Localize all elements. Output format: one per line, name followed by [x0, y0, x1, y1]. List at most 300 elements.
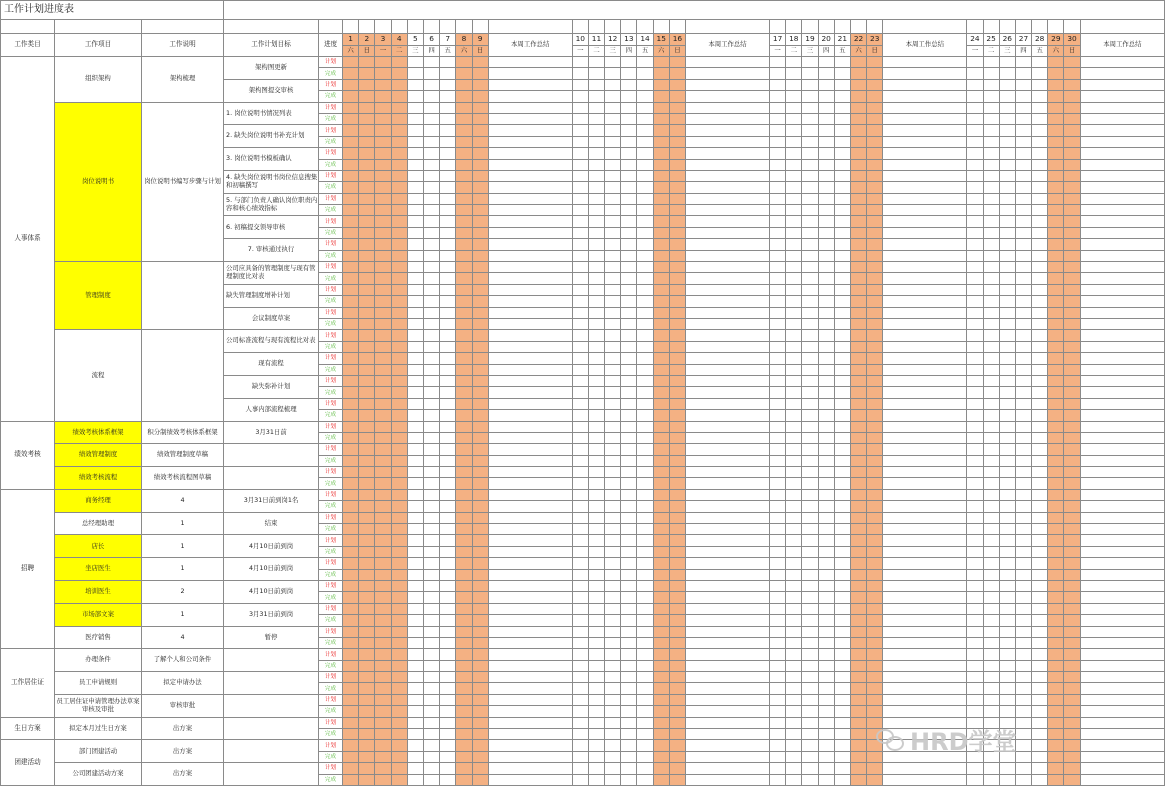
day-cell[interactable]: [1015, 239, 1031, 250]
day-cell[interactable]: [588, 113, 604, 124]
day-cell[interactable]: [375, 580, 391, 591]
day-cell[interactable]: [343, 660, 359, 671]
day-cell[interactable]: [1032, 307, 1048, 318]
day-cell[interactable]: [867, 569, 883, 580]
day-cell[interactable]: [359, 455, 375, 466]
day-cell[interactable]: [343, 125, 359, 136]
day-cell[interactable]: [802, 546, 818, 557]
summary-cell[interactable]: [883, 774, 967, 785]
day-cell[interactable]: [423, 694, 439, 705]
summary-cell[interactable]: [488, 683, 572, 694]
day-cell[interactable]: [391, 398, 407, 409]
day-cell[interactable]: [440, 615, 456, 626]
day-cell[interactable]: [1048, 421, 1064, 432]
day-cell[interactable]: [588, 353, 604, 364]
day-cell[interactable]: [1064, 330, 1080, 341]
day-cell[interactable]: [359, 774, 375, 785]
summary-cell[interactable]: [686, 603, 770, 614]
day-cell[interactable]: [621, 512, 637, 523]
day-cell[interactable]: [621, 148, 637, 159]
day-cell[interactable]: [391, 102, 407, 113]
day-cell[interactable]: [407, 535, 423, 546]
day-cell[interactable]: [818, 148, 834, 159]
day-cell[interactable]: [1048, 57, 1064, 68]
day-cell[interactable]: [621, 182, 637, 193]
summary-cell[interactable]: [686, 717, 770, 728]
day-cell[interactable]: [1048, 478, 1064, 489]
day-cell[interactable]: [391, 524, 407, 535]
day-cell[interactable]: [391, 262, 407, 273]
summary-cell[interactable]: [686, 729, 770, 740]
day-cell[interactable]: [834, 421, 850, 432]
day-cell[interactable]: [1048, 512, 1064, 523]
summary-cell[interactable]: [883, 296, 967, 307]
day-cell[interactable]: [621, 227, 637, 238]
summary-cell[interactable]: [1080, 159, 1164, 170]
day-cell[interactable]: [637, 478, 653, 489]
day-cell[interactable]: [1015, 683, 1031, 694]
day-cell[interactable]: [375, 649, 391, 660]
day-cell[interactable]: [867, 170, 883, 181]
day-cell[interactable]: [770, 569, 786, 580]
day-cell[interactable]: [572, 558, 588, 569]
day-cell[interactable]: [588, 524, 604, 535]
day-cell[interactable]: [653, 706, 669, 717]
day-cell[interactable]: [1064, 569, 1080, 580]
day-cell[interactable]: [1015, 421, 1031, 432]
day-cell[interactable]: [423, 296, 439, 307]
day-cell[interactable]: [1048, 763, 1064, 774]
summary-cell[interactable]: [686, 546, 770, 557]
day-cell[interactable]: [572, 375, 588, 386]
day-cell[interactable]: [423, 672, 439, 683]
summary-cell[interactable]: [686, 353, 770, 364]
day-cell[interactable]: [1032, 774, 1048, 785]
day-cell[interactable]: [407, 136, 423, 147]
day-cell[interactable]: [605, 694, 621, 705]
day-cell[interactable]: [1048, 660, 1064, 671]
day-cell[interactable]: [637, 694, 653, 705]
day-cell[interactable]: [669, 615, 685, 626]
summary-cell[interactable]: [883, 364, 967, 375]
day-cell[interactable]: [867, 524, 883, 535]
day-cell[interactable]: [605, 148, 621, 159]
day-cell[interactable]: [786, 410, 802, 421]
day-cell[interactable]: [786, 227, 802, 238]
day-cell[interactable]: [605, 262, 621, 273]
day-cell[interactable]: [605, 273, 621, 284]
day-cell[interactable]: [1064, 763, 1080, 774]
day-cell[interactable]: [423, 68, 439, 79]
day-cell[interactable]: [850, 318, 866, 329]
day-cell[interactable]: [1015, 227, 1031, 238]
day-cell[interactable]: [1064, 227, 1080, 238]
day-cell[interactable]: [1064, 410, 1080, 421]
day-cell[interactable]: [983, 592, 999, 603]
day-cell[interactable]: [472, 273, 488, 284]
day-cell[interactable]: [472, 170, 488, 181]
day-cell[interactable]: [1064, 603, 1080, 614]
day-cell[interactable]: [423, 535, 439, 546]
day-cell[interactable]: [786, 580, 802, 591]
day-cell[interactable]: [786, 774, 802, 785]
day-cell[interactable]: [572, 102, 588, 113]
day-cell[interactable]: [770, 455, 786, 466]
summary-cell[interactable]: [686, 637, 770, 648]
day-cell[interactable]: [621, 467, 637, 478]
summary-cell[interactable]: [883, 205, 967, 216]
day-cell[interactable]: [1032, 250, 1048, 261]
day-cell[interactable]: [407, 330, 423, 341]
summary-cell[interactable]: [883, 284, 967, 295]
day-cell[interactable]: [653, 569, 669, 580]
day-cell[interactable]: [1015, 410, 1031, 421]
day-cell[interactable]: [669, 273, 685, 284]
day-cell[interactable]: [1032, 125, 1048, 136]
day-cell[interactable]: [407, 262, 423, 273]
day-cell[interactable]: [572, 592, 588, 603]
summary-cell[interactable]: [488, 102, 572, 113]
day-cell[interactable]: [1064, 740, 1080, 751]
day-cell[interactable]: [572, 136, 588, 147]
day-cell[interactable]: [802, 284, 818, 295]
day-cell[interactable]: [588, 125, 604, 136]
day-cell[interactable]: [867, 68, 883, 79]
day-cell[interactable]: [359, 558, 375, 569]
day-cell[interactable]: [867, 182, 883, 193]
day-cell[interactable]: [802, 113, 818, 124]
day-cell[interactable]: [572, 318, 588, 329]
day-cell[interactable]: [669, 239, 685, 250]
day-cell[interactable]: [359, 341, 375, 352]
day-cell[interactable]: [653, 626, 669, 637]
day-cell[interactable]: [391, 170, 407, 181]
day-cell[interactable]: [1064, 717, 1080, 728]
summary-cell[interactable]: [488, 57, 572, 68]
day-cell[interactable]: [440, 193, 456, 204]
day-cell[interactable]: [1015, 216, 1031, 227]
day-cell[interactable]: [653, 330, 669, 341]
day-cell[interactable]: [391, 296, 407, 307]
day-cell[interactable]: [343, 524, 359, 535]
summary-cell[interactable]: [686, 432, 770, 443]
summary-cell[interactable]: [686, 170, 770, 181]
day-cell[interactable]: [669, 364, 685, 375]
day-cell[interactable]: [621, 626, 637, 637]
day-cell[interactable]: [1032, 649, 1048, 660]
day-cell[interactable]: [1048, 205, 1064, 216]
day-cell[interactable]: [391, 455, 407, 466]
day-cell[interactable]: [1064, 694, 1080, 705]
day-cell[interactable]: [423, 250, 439, 261]
day-cell[interactable]: [1015, 205, 1031, 216]
day-cell[interactable]: [572, 694, 588, 705]
day-cell[interactable]: [423, 57, 439, 68]
day-cell[interactable]: [1048, 239, 1064, 250]
day-cell[interactable]: [375, 421, 391, 432]
summary-cell[interactable]: [1080, 524, 1164, 535]
day-cell[interactable]: [423, 626, 439, 637]
day-cell[interactable]: [999, 774, 1015, 785]
day-cell[interactable]: [834, 284, 850, 295]
day-cell[interactable]: [637, 672, 653, 683]
summary-cell[interactable]: [488, 159, 572, 170]
summary-cell[interactable]: [488, 694, 572, 705]
day-cell[interactable]: [1015, 341, 1031, 352]
day-cell[interactable]: [407, 729, 423, 740]
day-cell[interactable]: [786, 159, 802, 170]
day-cell[interactable]: [669, 740, 685, 751]
day-cell[interactable]: [850, 113, 866, 124]
day-cell[interactable]: [1048, 148, 1064, 159]
day-cell[interactable]: [818, 694, 834, 705]
day-cell[interactable]: [967, 125, 983, 136]
day-cell[interactable]: [818, 763, 834, 774]
day-cell[interactable]: [588, 318, 604, 329]
day-cell[interactable]: [1064, 455, 1080, 466]
day-cell[interactable]: [786, 467, 802, 478]
day-cell[interactable]: [588, 227, 604, 238]
day-cell[interactable]: [375, 444, 391, 455]
day-cell[interactable]: [456, 432, 472, 443]
day-cell[interactable]: [867, 421, 883, 432]
day-cell[interactable]: [407, 284, 423, 295]
day-cell[interactable]: [472, 296, 488, 307]
day-cell[interactable]: [999, 580, 1015, 591]
day-cell[interactable]: [967, 672, 983, 683]
day-cell[interactable]: [1048, 694, 1064, 705]
day-cell[interactable]: [834, 774, 850, 785]
day-cell[interactable]: [770, 262, 786, 273]
summary-cell[interactable]: [1080, 717, 1164, 728]
summary-cell[interactable]: [883, 307, 967, 318]
day-cell[interactable]: [818, 489, 834, 500]
day-cell[interactable]: [456, 512, 472, 523]
day-cell[interactable]: [1048, 672, 1064, 683]
summary-cell[interactable]: [686, 364, 770, 375]
day-cell[interactable]: [343, 717, 359, 728]
day-cell[interactable]: [818, 535, 834, 546]
day-cell[interactable]: [983, 774, 999, 785]
day-cell[interactable]: [653, 68, 669, 79]
summary-cell[interactable]: [488, 729, 572, 740]
day-cell[interactable]: [1064, 637, 1080, 648]
day-cell[interactable]: [343, 637, 359, 648]
day-cell[interactable]: [1064, 57, 1080, 68]
day-cell[interactable]: [440, 763, 456, 774]
day-cell[interactable]: [967, 740, 983, 751]
day-cell[interactable]: [834, 273, 850, 284]
day-cell[interactable]: [1064, 193, 1080, 204]
day-cell[interactable]: [1032, 751, 1048, 762]
day-cell[interactable]: [605, 774, 621, 785]
summary-cell[interactable]: [488, 227, 572, 238]
day-cell[interactable]: [770, 148, 786, 159]
day-cell[interactable]: [867, 729, 883, 740]
day-cell[interactable]: [1064, 729, 1080, 740]
day-cell[interactable]: [834, 660, 850, 671]
day-cell[interactable]: [440, 524, 456, 535]
day-cell[interactable]: [343, 148, 359, 159]
summary-cell[interactable]: [488, 524, 572, 535]
day-cell[interactable]: [786, 592, 802, 603]
summary-cell[interactable]: [1080, 296, 1164, 307]
day-cell[interactable]: [621, 729, 637, 740]
day-cell[interactable]: [637, 467, 653, 478]
day-cell[interactable]: [621, 603, 637, 614]
day-cell[interactable]: [786, 91, 802, 102]
day-cell[interactable]: [637, 535, 653, 546]
day-cell[interactable]: [653, 296, 669, 307]
day-cell[interactable]: [770, 444, 786, 455]
day-cell[interactable]: [770, 375, 786, 386]
day-cell[interactable]: [375, 273, 391, 284]
day-cell[interactable]: [588, 68, 604, 79]
summary-cell[interactable]: [883, 455, 967, 466]
day-cell[interactable]: [391, 79, 407, 90]
day-cell[interactable]: [440, 353, 456, 364]
day-cell[interactable]: [1048, 353, 1064, 364]
day-cell[interactable]: [1032, 478, 1048, 489]
day-cell[interactable]: [1032, 524, 1048, 535]
day-cell[interactable]: [572, 216, 588, 227]
day-cell[interactable]: [407, 318, 423, 329]
day-cell[interactable]: [407, 102, 423, 113]
day-cell[interactable]: [423, 353, 439, 364]
day-cell[interactable]: [967, 626, 983, 637]
day-cell[interactable]: [850, 637, 866, 648]
day-cell[interactable]: [572, 615, 588, 626]
day-cell[interactable]: [999, 375, 1015, 386]
day-cell[interactable]: [588, 193, 604, 204]
day-cell[interactable]: [637, 375, 653, 386]
summary-cell[interactable]: [1080, 375, 1164, 386]
day-cell[interactable]: [605, 159, 621, 170]
summary-cell[interactable]: [488, 763, 572, 774]
day-cell[interactable]: [786, 182, 802, 193]
day-cell[interactable]: [983, 546, 999, 557]
day-cell[interactable]: [572, 706, 588, 717]
day-cell[interactable]: [359, 182, 375, 193]
day-cell[interactable]: [867, 284, 883, 295]
summary-cell[interactable]: [488, 740, 572, 751]
day-cell[interactable]: [1048, 569, 1064, 580]
day-cell[interactable]: [637, 546, 653, 557]
day-cell[interactable]: [572, 478, 588, 489]
day-cell[interactable]: [1015, 102, 1031, 113]
day-cell[interactable]: [999, 148, 1015, 159]
day-cell[interactable]: [967, 79, 983, 90]
day-cell[interactable]: [407, 296, 423, 307]
day-cell[interactable]: [786, 364, 802, 375]
day-cell[interactable]: [802, 774, 818, 785]
summary-cell[interactable]: [1080, 569, 1164, 580]
summary-cell[interactable]: [1080, 307, 1164, 318]
day-cell[interactable]: [456, 125, 472, 136]
day-cell[interactable]: [1032, 501, 1048, 512]
day-cell[interactable]: [440, 307, 456, 318]
summary-cell[interactable]: [488, 626, 572, 637]
day-cell[interactable]: [999, 501, 1015, 512]
day-cell[interactable]: [572, 125, 588, 136]
day-cell[interactable]: [850, 159, 866, 170]
summary-cell[interactable]: [883, 79, 967, 90]
day-cell[interactable]: [359, 159, 375, 170]
day-cell[interactable]: [967, 615, 983, 626]
day-cell[interactable]: [1015, 569, 1031, 580]
day-cell[interactable]: [472, 546, 488, 557]
day-cell[interactable]: [983, 57, 999, 68]
day-cell[interactable]: [391, 239, 407, 250]
day-cell[interactable]: [605, 672, 621, 683]
day-cell[interactable]: [605, 512, 621, 523]
day-cell[interactable]: [786, 205, 802, 216]
day-cell[interactable]: [786, 546, 802, 557]
day-cell[interactable]: [669, 694, 685, 705]
day-cell[interactable]: [637, 501, 653, 512]
day-cell[interactable]: [423, 364, 439, 375]
day-cell[interactable]: [423, 637, 439, 648]
summary-cell[interactable]: [686, 683, 770, 694]
day-cell[interactable]: [983, 307, 999, 318]
day-cell[interactable]: [1064, 353, 1080, 364]
day-cell[interactable]: [867, 353, 883, 364]
day-cell[interactable]: [983, 102, 999, 113]
day-cell[interactable]: [983, 455, 999, 466]
day-cell[interactable]: [359, 489, 375, 500]
day-cell[interactable]: [472, 57, 488, 68]
day-cell[interactable]: [653, 774, 669, 785]
summary-cell[interactable]: [686, 512, 770, 523]
day-cell[interactable]: [1015, 512, 1031, 523]
day-cell[interactable]: [440, 569, 456, 580]
day-cell[interactable]: [572, 296, 588, 307]
day-cell[interactable]: [1015, 546, 1031, 557]
day-cell[interactable]: [999, 683, 1015, 694]
day-cell[interactable]: [637, 341, 653, 352]
day-cell[interactable]: [1064, 205, 1080, 216]
day-cell[interactable]: [867, 649, 883, 660]
day-cell[interactable]: [867, 455, 883, 466]
day-cell[interactable]: [786, 626, 802, 637]
day-cell[interactable]: [440, 227, 456, 238]
day-cell[interactable]: [802, 455, 818, 466]
day-cell[interactable]: [999, 57, 1015, 68]
day-cell[interactable]: [423, 239, 439, 250]
day-cell[interactable]: [1032, 637, 1048, 648]
day-cell[interactable]: [999, 125, 1015, 136]
summary-cell[interactable]: [1080, 353, 1164, 364]
day-cell[interactable]: [1032, 763, 1048, 774]
day-cell[interactable]: [850, 455, 866, 466]
day-cell[interactable]: [867, 637, 883, 648]
day-cell[interactable]: [770, 398, 786, 409]
day-cell[interactable]: [343, 284, 359, 295]
day-cell[interactable]: [423, 307, 439, 318]
day-cell[interactable]: [802, 729, 818, 740]
day-cell[interactable]: [472, 410, 488, 421]
day-cell[interactable]: [343, 740, 359, 751]
day-cell[interactable]: [440, 273, 456, 284]
day-cell[interactable]: [999, 239, 1015, 250]
day-cell[interactable]: [1048, 626, 1064, 637]
day-cell[interactable]: [1032, 603, 1048, 614]
day-cell[interactable]: [440, 341, 456, 352]
summary-cell[interactable]: [1080, 227, 1164, 238]
day-cell[interactable]: [802, 227, 818, 238]
day-cell[interactable]: [1032, 102, 1048, 113]
day-cell[interactable]: [967, 68, 983, 79]
